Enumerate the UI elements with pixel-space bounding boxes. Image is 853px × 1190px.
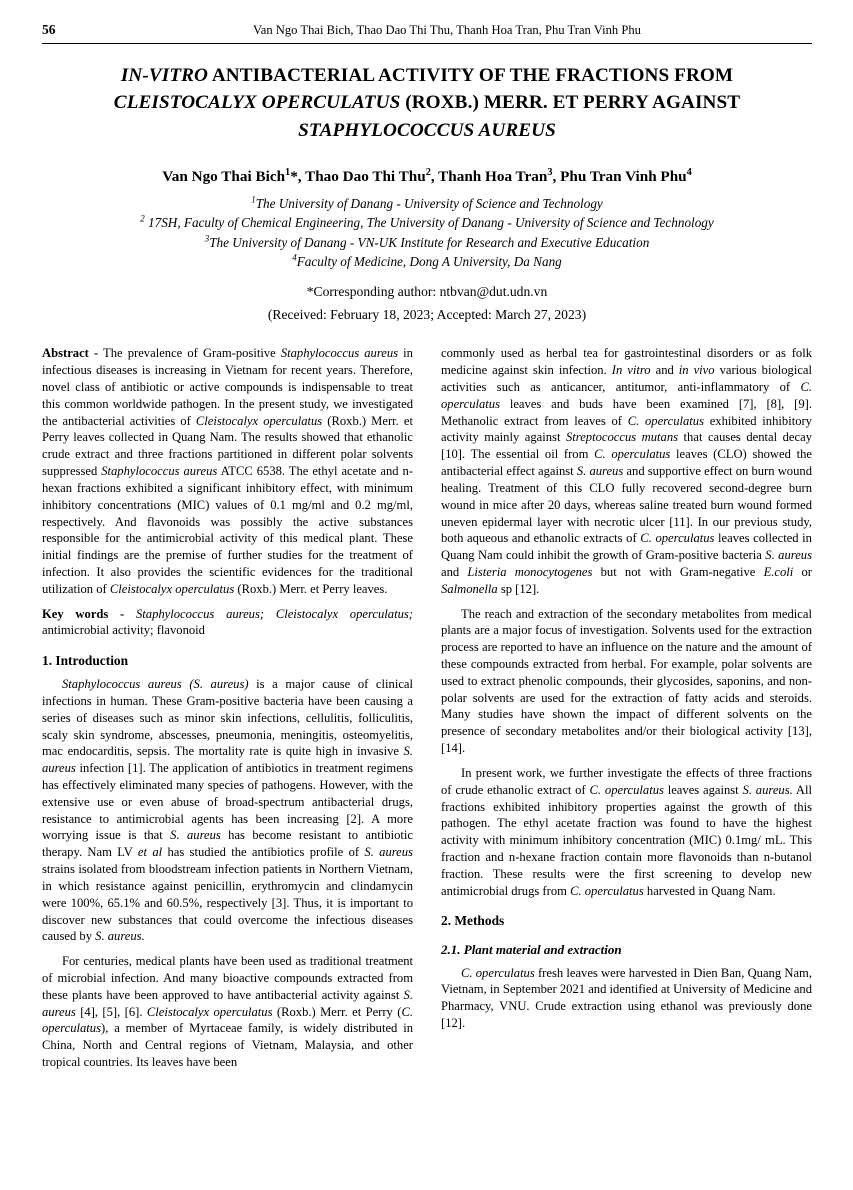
affiliation-1: $^1$The University of Danang - University of Science and Technology (251, 194, 603, 211)
column-right (441, 345, 812, 1078)
keywords-label: Key words - (42, 606, 125, 621)
two-column-body (42, 345, 812, 1078)
header-rule (42, 43, 812, 44)
abstract-paragraph (42, 345, 413, 597)
running-head-authors: Van Ngo Thai Bich, Thao Dao Thi Thu, Thanh Hoa Tran, Phu Tran Vinh Phu (253, 23, 641, 37)
keywords-text: Staphylococcus aureus; Cleistocalyx operculatus; (124, 606, 413, 621)
right-paragraph-3: In present work, we further investigate the effects of three fractions of crude ethanolic extract of C. operculatus leaves against S. aureus. All fractions exhibited inhibitory properties against the growth of this pathogen. The ethyl acetate fraction was found to have the highest activity with minimum inhibitory concentration (MIC) 0.1mg/ mL. This fraction and n-hexane fraction contain more flavonoids than n-butanol fraction. These results were the first screening to develop new antimicrobial drugs from C. operculatus harvested in Quang Nam. (441, 765, 812, 898)
page-content (42, 22, 812, 1079)
affiliation-2: $^2$ 17SH, Faculty of Chemical Engineering, The University of Danang - University of Science and Technology (140, 213, 714, 231)
subsection-heading-plant-material: 2.1. Plant material and extraction (441, 942, 622, 958)
title-line-2-rest: (ROXB.) MERR. ET PERRY AGAINST (400, 92, 741, 114)
received-accepted-dates: (Received: February 18, 2023; Accepted: March 27, 2023) (267, 307, 587, 323)
title-line-1-rest: ANTIBACTERIAL ACTIVITY OF THE FRACTIONS FROM (208, 65, 734, 86)
section-heading-introduction: 1. Introduction (42, 653, 129, 669)
title-line-1-italic: IN-VITRO (120, 65, 208, 86)
right-paragraph-4: C. operculatus fresh leaves were harvested in Dien Ban, Quang Nam, Vietnam, in September 2021 and identified at University of Medicine and Pharmacy, VNU. Crude extraction using ethanol was previously done [12]. (441, 965, 813, 1031)
running-head (42, 22, 812, 43)
intro-paragraph-1: Staphylococcus aureus (S. aureus) is a major cause of clinical infections in human. These Gram-positive bacteria have been causing a series of diseases such as minor skin infections, cellulitis, folliculitis, scaly skin syndrome, abscesses, pneumonia, meningitis, osteomyelitis, mac endocarditis, sepsis. The mortality rate is quite high in invasive S. aureus infection [1]. The application of antibiotics in treatment regimens has effectively eliminated many species of pathogens. However, with the extensive use or even abuse of broad-spectrum antibacterial drugs, resistance to antimicrobial agents has been increasing [2]. A more worrying issue is that S. aureus has become resistant to antibiotic therapy. Nam LV et al has studied the antibiotics profile of S. aureus strains isolated from bloodstream infection patients in Northern Vietnam, in which resistance against penicillin, erythromycin and clindamycin were 100%, 65.1% and 60.5%, respectively [3]. Thus, it is important to discover new substances that could overcome the infectious diseases caused by S. aureus. (42, 677, 413, 944)
abstract-label: Abstract - (42, 346, 99, 361)
affiliation-3: $^3$The University of Danang - VN-UK Institute for Research and Executive Education (204, 233, 650, 250)
affiliations (42, 194, 812, 272)
section-heading-methods: 2. Methods (441, 913, 505, 929)
page-number: 56 (42, 22, 56, 37)
keywords-paragraph: Key words - Staphylococcus aureus; Cleistocalyx operculatus; antimicrobial activity; flavonoid (42, 606, 413, 638)
page-title (60, 62, 794, 144)
author-list: Van Ngo Thai Bich$^1$*, Thao Dao Thi Thu$^2$, Thanh Hoa Tran$^3$, Phu Tran Vinh Phu$^4$ (162, 166, 692, 185)
affiliation-4: $^4$Faculty of Medicine, Dong A University, Da Nang (292, 252, 562, 270)
right-paragraph-2: The reach and extraction of the secondary metabolites from medical plants are a major focus of investigation. Solvents used for the extraction process are reported to have an influence on the nature and the amount of these compounds extracted from herbal. For example, polar solvents are used to extract phenolic compounds, their glycosides, saponins, and non-polar solvents are used for the extraction of fatty acids and steroids. Many studies have shown the impact of different solvents on the presence of secondary metabolites and/or their biological activity [13], [14]. (441, 606, 812, 756)
title-line-2-italic: CLEISTOCALYX OPERCULATUS (113, 92, 401, 114)
title-line-2 (60, 89, 794, 116)
title-line-1 (60, 62, 794, 89)
right-paragraph-1: commonly used as herbal tea for gastrointestinal disorders or as folk medicine against skin infection. In vitro and in vivo various biological activities such as anticancer, antitumor, anti-inflammatory of C. operculatus leaves and buds have been examined [7], [8], [9]. Methanolic extract from leaves of C. operculatus exhibited inhibitory activity mainly against Streptococcus mutans that causes dental decay [10]. The essential oil from C. operculatus leaves (CLO) showed the antibacterial effect against S. aureus and supportive effect on burn wound healing. Treatment of this CLO fully recovered second-degree burn wound in mice after 20 days, whereas saline treated burn wound formed uneven epidermal layer with necrotic ulcer [11]. In our previous study, both aqueous and ethanolic extracts of C. operculatus leaves collected in Quang Nam could inhibit the growth of Gram-positive bacteria S. aureus and Listeria monocytogenes but not with Gram-negative E.coli or Salmonella sp [12]. (441, 346, 813, 596)
column-left (42, 345, 413, 1078)
intro-paragraph-2: For centuries, medical plants have been used as traditional treatment of microbial infection. And many bioactive compounds extracted from these plants have been approved to have antibacterial activity against S. aureus [4], [5], [6]. Cleistocalyx operculatus (Roxb.) Merr. et Perry (C. operculatus), a member of Myrtaceae family, is widely distributed in China, North and Central regions of Vietnam, Malaysia, and other tropical countries. Its leaves have been (42, 954, 413, 1069)
abstract-text: The prevalence of Gram-positive Staphylococcus aureus in infectious diseases is increasing in Vietnam for recent years. Therefore, novel class of antibiotic or active compounds is indispensable to treat this common worldwide pathogen. In the present study, we investigated the antibacterial activities of Cleistocalyx operculatus (Roxb.) Merr. et Perry leaves collected in Quang Nam. The results showed that ethanolic crude extract and three fractions partitioned in different polar solvents suppressed Staphylococcus aureus ATCC 6538. The ethyl acetate and n-hexan fractions exhibited a significant inhibitory effect, with minimum inhibitory concentrations (MIC) values of 0.1 mg/ml and 0.2 mg/ml, respectively. And flavonoids was possibly the active substances responsible for the antimicrobial activity of this medical plant. These initial findings are the premise of further studies for the treatment of infection. It also provides the scientific evidences for the traditional utilization of Cleistocalyx operculatus (Roxb.) Merr. et Perry leaves. (42, 346, 413, 596)
corresponding-author: *Corresponding author: ntbvan@dut.udn.vn (306, 284, 548, 300)
title-line-3: STAPHYLOCOCCUS AUREUS (298, 119, 556, 141)
